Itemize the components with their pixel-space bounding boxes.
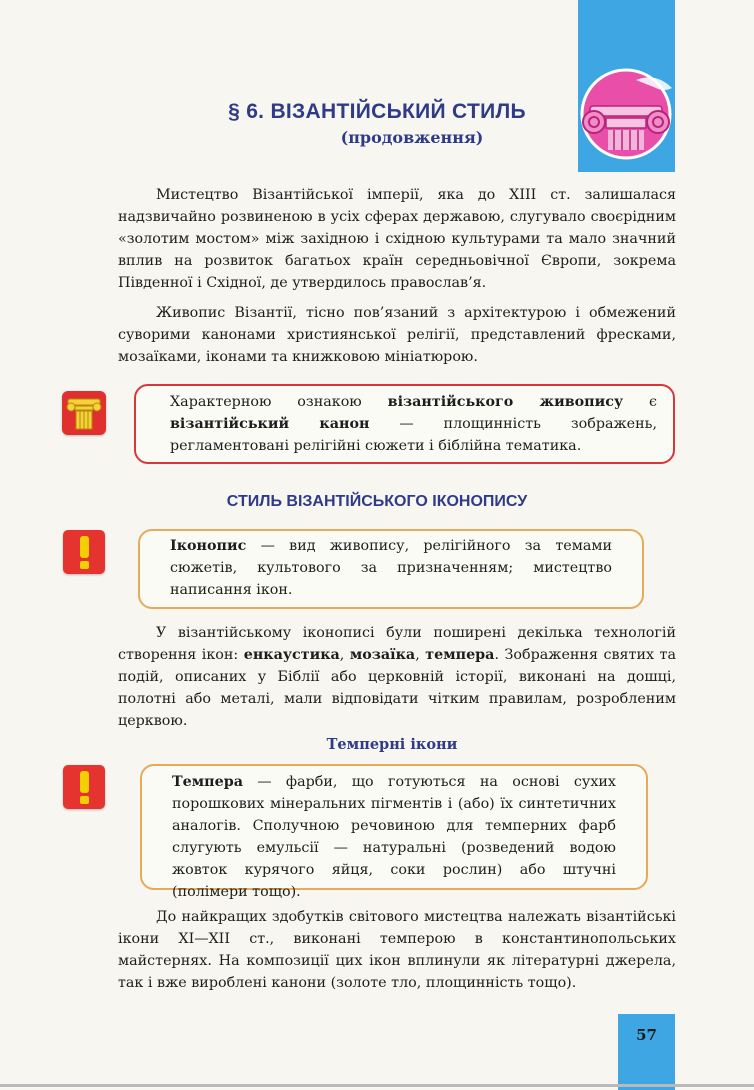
intro-paragraph-1: Мистецтво Візантійської імперії, яка до XIII ст. залишалася надзвичайно розвиненою в усіх сферах державою, слугувало своєрідним «золотим мостом» між західною і східною культурами та мало значний вплив на розвиток багатьох країн середньовічної Європи, зокрема Південної і Східної, де утвердилось православ’я. xyxy=(118,187,676,291)
iconopys-term: Іконопис xyxy=(170,538,247,554)
canon-term-painting: візантійського живопису xyxy=(387,394,624,410)
intro-paragraph-2: Живопис Візантії, тісно пов’язаний з архітектурою і обмежений суворими канонами християнської релігії, представлений фресками, мозаїками, іконами та книжковою мініатюрою. xyxy=(118,305,676,365)
tempera-term: Темпера xyxy=(172,774,243,790)
iconopys-definition: — вид живопису, релігійного за темами сюжетів, культового за призначенням; мистецтво написання ікон. xyxy=(170,538,612,598)
technique-encaustic: енкаустика xyxy=(243,647,340,663)
page-title: § 6. ВІЗАНТІЙСЬКИЙ СТИЛЬ xyxy=(228,100,526,123)
final-paragraph: До найкращих здобутків світового мистецтва належать візантійські ікони XI—XII ст., виконані темперою в константинопольських майстернях. На композиції цих ікон вплинули як літературні джерела, так і вже вироблені канони (золоте тло, площинність тощо). xyxy=(118,909,676,991)
page-subtitle: (продовження) xyxy=(340,128,484,147)
canon-text-pre: Характерною ознакою xyxy=(170,394,388,410)
column-capital-icon xyxy=(62,391,106,435)
canon-text-post: — площинність зображень, регламентовані релігійні сюжети і біблійна тематика. xyxy=(170,416,657,454)
exclamation-icon xyxy=(63,765,105,809)
section-heading: СТИЛЬ ВІЗАНТІЙСЬКОГО ІКОНОПИСУ xyxy=(226,493,528,510)
tempera-definition: — фарби, що готуються на основі сухих порошкових мінеральних пігментів і (або) їх синтетичних аналогів. Сполучною речовиною для темперних фарб слугують емульсії — натуральні (розведений водою жовток курячого яйця, соки рослин) або штучні (полімери тощо). xyxy=(172,774,616,900)
canon-text-mid: є xyxy=(623,394,657,410)
technology-separator-2: , xyxy=(415,647,426,663)
bottom-divider xyxy=(0,1084,754,1087)
subheading-tempera-icons: Темперні ікони xyxy=(326,736,458,753)
technique-mosaic: мозаїка xyxy=(349,647,416,663)
technique-tempera: темпера xyxy=(425,647,495,663)
technology-separator-1: , xyxy=(339,647,350,663)
canon-definition-box xyxy=(134,384,675,464)
exclamation-icon xyxy=(63,530,105,574)
tempera-definition-box xyxy=(140,764,648,900)
technology-text-pre: У візантійському іконописі були поширені декілька технологій створення ікон: xyxy=(118,625,676,663)
page-number: 57 xyxy=(636,1026,657,1044)
technology-text-post: . Зображення святих та подій, описаних у Біблії або церковній історії, виконані на дошці, полотні або металі, мали відповідати чітким правилам, розробленим церквою. xyxy=(118,647,676,729)
iconopys-definition-box xyxy=(138,529,644,609)
canon-term-canon: візантійський канон xyxy=(170,416,370,432)
technology-paragraph xyxy=(118,622,676,732)
